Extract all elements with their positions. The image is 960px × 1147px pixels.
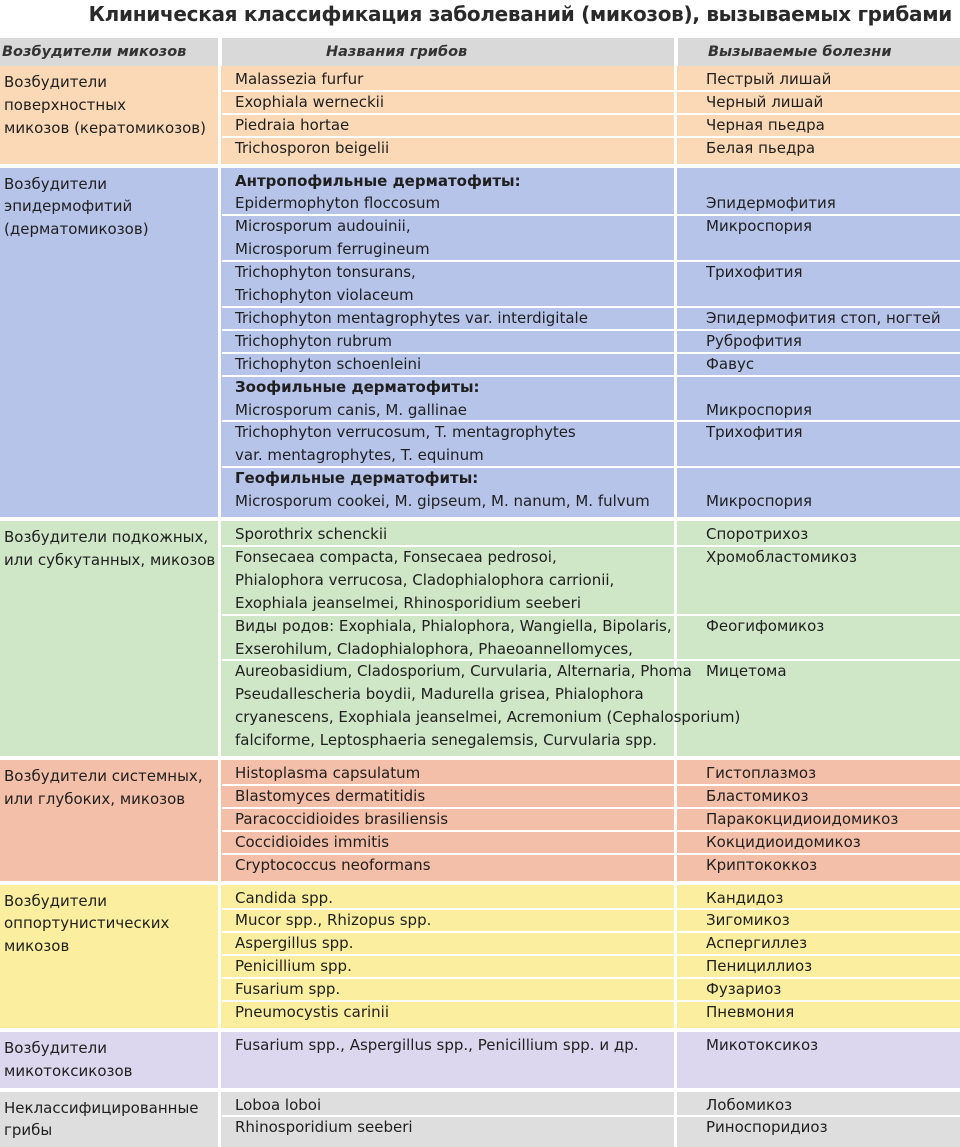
disease-name: Пестрый лишай bbox=[706, 70, 832, 88]
fungus-name: Exserohilum, Cladophialophora, Phaeoannellomyces, bbox=[235, 639, 633, 658]
agent-label-line: микотоксикозов bbox=[4, 1061, 133, 1080]
disease-name: Риноспоридиоз bbox=[706, 1118, 828, 1137]
column-divider bbox=[674, 168, 677, 518]
header-agents: Возбудители микозов bbox=[0, 38, 218, 66]
agent-label-line: или глубоких, микозов bbox=[4, 789, 186, 808]
fungus-name: Exophiala jeanselmei, Rhinosporidium seeberi bbox=[235, 593, 581, 612]
column-divider bbox=[674, 885, 677, 1028]
fungus-name: Pseudallescheria boydii, Madurella grisea, Phialophora bbox=[235, 685, 644, 704]
fungus-name: Malassezia furfur bbox=[235, 70, 364, 88]
fungus-name: Piedraia hortae bbox=[235, 115, 350, 134]
fungus-name: Microsporum ferrugineum bbox=[235, 240, 430, 259]
disease-name: Эпидермофития стоп, ногтей bbox=[706, 308, 941, 327]
fungus-name: Microsporum audouinii, bbox=[235, 217, 411, 236]
fungus-name: Epidermophyton floccosum bbox=[235, 194, 441, 213]
fungus-name: Cryptococcus neoformans bbox=[235, 855, 431, 874]
disease-name: Руброфития bbox=[706, 331, 802, 350]
column-divider bbox=[218, 521, 221, 756]
fungus-name: Trichophyton mentagrophytes var. interdigitale bbox=[235, 308, 588, 327]
agent-label-line: эпидермофитий bbox=[4, 197, 133, 216]
group-superficial bbox=[0, 66, 960, 164]
fungus-name: Trichophyton verrucosum, T. mentagrophytes bbox=[235, 423, 576, 442]
agent-label-line: Неклассифицированные bbox=[4, 1098, 199, 1117]
fungus-name: Trichophyton schoenleini bbox=[235, 354, 422, 373]
fungus-name: Coccidioides immitis bbox=[235, 832, 390, 851]
fungus-name: Aureobasidium, Cladosporium, Curvularia, Alternaria, Phoma bbox=[235, 662, 692, 681]
disease-name: Микотоксикоз bbox=[706, 1036, 819, 1054]
disease-name: Пенициллиоз bbox=[706, 957, 813, 976]
column-divider bbox=[674, 1032, 677, 1088]
column-divider bbox=[218, 1092, 221, 1147]
subgroup-heading: Геофильные дерматофиты: bbox=[235, 469, 479, 488]
agent-label-line: Возбудители bbox=[4, 1039, 107, 1057]
agent-label-line: микозов (кератомикозов) bbox=[4, 118, 206, 137]
fungus-name: Trichophyton tonsurans, bbox=[235, 263, 416, 282]
fungus-name: Pneumocystis carinii bbox=[235, 1003, 389, 1022]
disease-name: Лобомикоз bbox=[706, 1095, 793, 1114]
disease-name: Эпидермофития bbox=[706, 194, 836, 213]
agent-label-line: грибы bbox=[4, 1121, 53, 1140]
column-divider bbox=[218, 1032, 221, 1088]
fungus-name: Fusarium spp., Aspergillus spp., Penicillium spp. и др. bbox=[235, 1036, 639, 1054]
disease-name: Бластомикоз bbox=[706, 786, 809, 805]
agent-label-line: оппортунистических bbox=[4, 914, 170, 933]
agent-label-line: Возбудители системных, bbox=[4, 767, 203, 786]
page-title: Клиническая классификация заболеваний (микозов), вызываемых грибами bbox=[88, 2, 952, 26]
agent-label-line: (дерматомикозов) bbox=[4, 220, 149, 239]
disease-name: Трихофития bbox=[706, 423, 803, 442]
disease-name: Криптококкоз bbox=[706, 855, 818, 874]
header-fungi: Названия грибов bbox=[222, 38, 674, 66]
table-title-bar bbox=[0, 0, 960, 34]
column-divider bbox=[218, 885, 221, 1028]
fungus-name: Penicillium spp. bbox=[235, 957, 352, 976]
header-diseases: Вызываемые болезни bbox=[678, 38, 960, 66]
fungus-name: Mucor spp., Rhizopus spp. bbox=[235, 911, 432, 930]
subgroup-heading: Антропофильные дерматофиты: bbox=[235, 171, 521, 190]
column-divider bbox=[218, 168, 221, 518]
fungus-name: Loboa loboi bbox=[235, 1095, 322, 1114]
disease-name: Хромобластомикоз bbox=[706, 547, 857, 566]
fungus-name: Sporothrix schenckii bbox=[235, 525, 388, 544]
fungus-name: Виды родов: Exophiala, Phialophora, Wangiella, Bipolaris, bbox=[235, 616, 672, 635]
agent-label-line: поверхностных bbox=[4, 95, 126, 114]
fungus-name: Exophiala werneckii bbox=[235, 92, 384, 111]
group-unclass bbox=[0, 1092, 960, 1147]
agent-label-line: микозов bbox=[4, 937, 70, 956]
fungus-name: Trichophyton violaceum bbox=[235, 286, 414, 305]
group-mycotox bbox=[0, 1032, 960, 1088]
column-divider bbox=[674, 1092, 677, 1147]
fungus-name: Histoplasma capsulatum bbox=[235, 764, 421, 783]
column-divider bbox=[218, 66, 221, 164]
agent-label-line: Возбудители подкожных, bbox=[4, 528, 209, 547]
fungus-name: Fonsecaea compacta, Fonsecaea pedrosoi, bbox=[235, 547, 557, 566]
disease-name: Микроспория bbox=[706, 400, 812, 419]
group-systemic bbox=[0, 760, 960, 881]
fungus-name: Candida spp. bbox=[235, 888, 333, 907]
agent-label-line: Возбудители bbox=[4, 73, 107, 91]
disease-name: Паракокцидиоидомикоз bbox=[706, 809, 899, 828]
fungus-name: Microsporum canis, M. gallinae bbox=[235, 400, 468, 419]
column-divider bbox=[218, 760, 221, 881]
disease-name: Феогифомикоз bbox=[706, 616, 825, 635]
fungus-name: Aspergillus spp. bbox=[235, 934, 354, 953]
disease-name: Микроспория bbox=[706, 492, 812, 511]
fungus-name: Fusarium spp. bbox=[235, 980, 341, 999]
disease-name: Зигомикоз bbox=[706, 911, 790, 930]
group-subcut bbox=[0, 521, 960, 756]
agent-label-line: или субкутанных, микозов bbox=[4, 550, 216, 569]
agent-cell bbox=[0, 885, 218, 958]
agent-cell bbox=[0, 1032, 218, 1083]
agent-cell bbox=[0, 760, 218, 811]
fungus-name: Paracoccidioides brasiliensis bbox=[235, 809, 449, 828]
agent-label-line: Возбудители bbox=[4, 891, 107, 910]
disease-name: Кандидоз bbox=[706, 888, 784, 907]
disease-name: Мицетома bbox=[706, 662, 787, 681]
disease-name: Черная пьедра bbox=[706, 115, 825, 134]
fungus-name: Phialophora verrucosa, Cladophialophora carrionii, bbox=[235, 570, 615, 589]
disease-name: Фузариоз bbox=[706, 980, 782, 999]
disease-name: Кокцидиоидомикоз bbox=[706, 832, 861, 851]
fungus-name: Trichosporon beigelii bbox=[235, 138, 390, 157]
disease-name: Пневмония bbox=[706, 1003, 795, 1022]
disease-name: Трихофития bbox=[706, 263, 803, 282]
agent-cell bbox=[0, 521, 218, 572]
agent-cell bbox=[0, 1092, 218, 1143]
agent-cell bbox=[0, 168, 218, 241]
agent-label-line: Возбудители bbox=[4, 174, 107, 193]
disease-name: Споротрихоз bbox=[706, 525, 809, 544]
fungus-name: var. mentagrophytes, T. equinum bbox=[235, 446, 484, 465]
fungus-name: falciforme, Leptosphaeria senegalemsis, Curvularia spp. bbox=[235, 731, 657, 750]
agent-cell bbox=[0, 66, 218, 139]
group-opport bbox=[0, 885, 960, 1028]
column-divider bbox=[674, 66, 677, 164]
table-header-row bbox=[0, 38, 960, 66]
fungus-name: Blastomyces dermatitidis bbox=[235, 786, 426, 805]
subgroup-heading: Зоофильные дерматофиты: bbox=[235, 377, 480, 396]
disease-name: Гистоплазмоз bbox=[706, 764, 817, 783]
fungus-name: Microsporum cookei, M. gipseum, M. nanum, M. fulvum bbox=[235, 492, 650, 511]
fungus-name: Rhinosporidium seeberi bbox=[235, 1118, 413, 1137]
disease-name: Аспергиллез bbox=[706, 934, 808, 953]
fungus-name bbox=[235, 1057, 240, 1080]
disease-name: Микроспория bbox=[706, 217, 812, 236]
group-epidermo bbox=[0, 168, 960, 518]
fungus-name: cryanescens, Exophiala jeanselmei, Acremonium (Cephalosporium) bbox=[235, 708, 741, 727]
disease-name: Белая пьедра bbox=[706, 138, 816, 157]
column-divider bbox=[674, 760, 677, 881]
disease-name: Черный лишай bbox=[706, 92, 824, 111]
disease-name: Фавус bbox=[706, 354, 755, 373]
fungus-name: Trichophyton rubrum bbox=[235, 331, 392, 350]
